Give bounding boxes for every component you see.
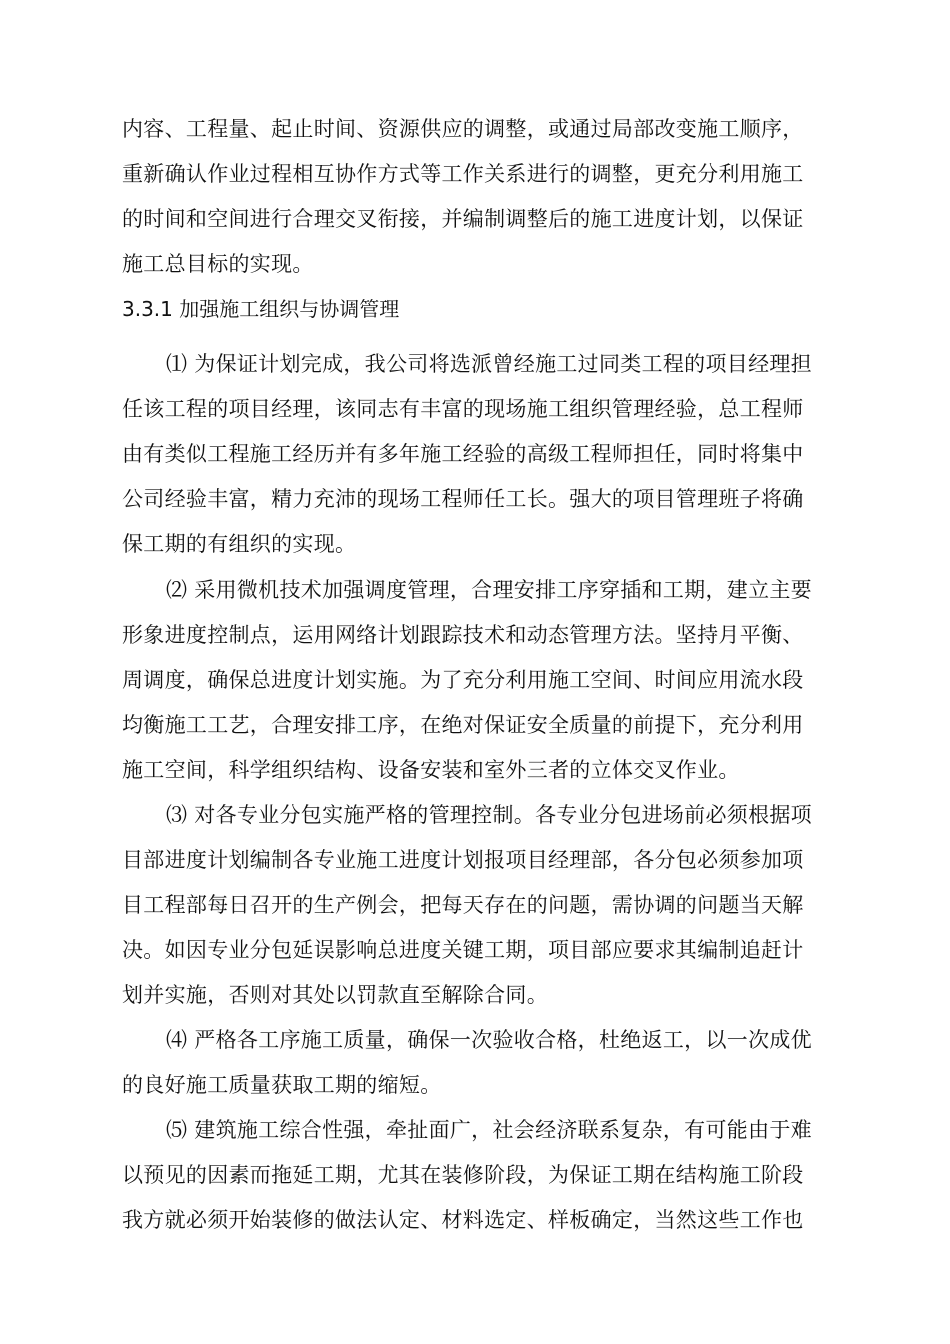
text-line: 内容、工程量、起止时间、资源供应的调整，或通过局部改变施工顺序， [122, 117, 804, 141]
text-line: 划并实施，否则对其处以罚款直至解除合同。 [122, 983, 548, 1007]
text-line: ⑵ 采用微机技术加强调度管理，合理安排工序穿插和工期，建立主要 [166, 578, 812, 602]
text-line: ⑸ 建筑施工综合性强，牵扯面广，社会经济联系复杂，有可能由于难 [166, 1118, 812, 1142]
text-line: 保工期的有组织的实现。 [122, 532, 357, 556]
text-line: 施工空间，科学组织结构、设备安装和室外三者的立体交叉作业。 [122, 758, 740, 782]
text-line: 目部进度计划编制各专业施工进度计划报项目经理部，各分包必须参加项 [122, 848, 804, 872]
text-line: ⑶ 对各专业分包实施严格的管理控制。各专业分包进场前必须根据项 [166, 803, 812, 827]
text-line: 施工总目标的实现。 [122, 252, 314, 276]
text-line: ⑴ 为保证计划完成，我公司将选派曾经施工过同类工程的项目经理担 [166, 352, 812, 376]
text-line: 由有类似工程施工经历并有多年施工经验的高级工程师担任，同时将集中 [122, 442, 804, 466]
text-line: 任该工程的项目经理，该同志有丰富的现场施工组织管理经验，总工程师 [122, 397, 804, 421]
text-line: 的良好施工质量获取工期的缩短。 [122, 1073, 442, 1097]
text-line: 以预见的因素而拖延工期，尤其在装修阶段，为保证工期在结构施工阶段 [122, 1163, 804, 1187]
text-line: 我方就必须开始装修的做法认定、材料选定、样板确定，当然这些工作也 [122, 1208, 804, 1232]
text-line: 公司经验丰富，精力充沛的现场工程师任工长。强大的项目管理班子将确 [122, 487, 804, 511]
text-line: 决。如因专业分包延误影响总进度关键工期，项目部应要求其编制追赶计 [122, 938, 804, 962]
section-heading: 3.3.1 加强施工组织与协调管理 [122, 297, 400, 321]
text-line: 周调度，确保总进度计划实施。为了充分利用施工空间、时间应用流水段 [122, 668, 804, 692]
text-line: 目工程部每日召开的生产例会，把每天存在的问题，需协调的问题当天解 [122, 893, 804, 917]
text-line: 重新确认作业过程相互协作方式等工作关系进行的调整，更充分利用施工 [122, 162, 804, 186]
text-line: 均衡施工工艺，合理安排工序，在绝对保证安全质量的前提下，充分利用 [122, 713, 804, 737]
text-line: 的时间和空间进行合理交叉衔接，并编制调整后的施工进度计划，以保证 [122, 207, 804, 231]
text-line: 形象进度控制点，运用网络计划跟踪技术和动态管理方法。坚持月平衡、 [122, 623, 804, 647]
text-line: ⑷ 严格各工序施工质量，确保一次验收合格，杜绝返工，以一次成优 [166, 1028, 812, 1052]
